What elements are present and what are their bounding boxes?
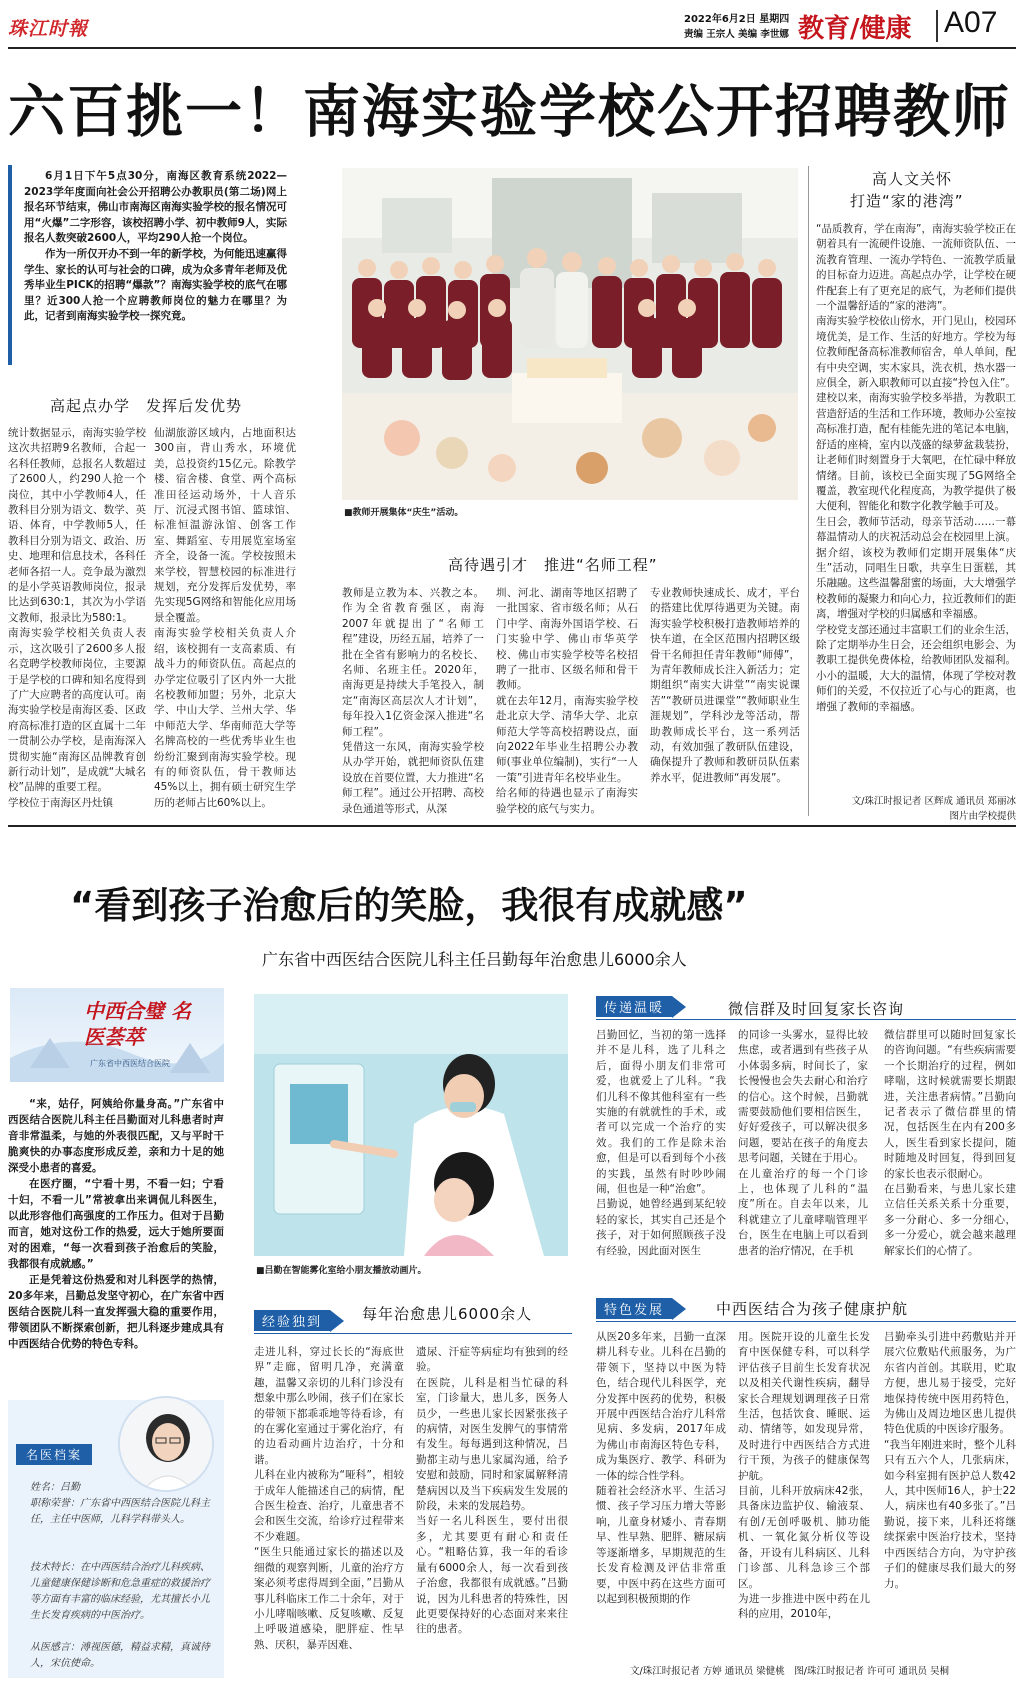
section-a-col3 (884, 1028, 1016, 1268)
story1-right-col (816, 222, 1016, 782)
paragraph: 的同诊一头雾水，显得比较焦虑，或者遇到有些孩子从小体弱多病，时间长了，家长慢慢也会失去耐心和治疗的信心。这个时候，吕勤就需要鼓励他们要相信医生，好好爱孩子，可以解决很多问题，要站在孩子的角度去思考问题，关键在于用心。 在儿童治疗的每一个门诊上，也体现了儿科的“温度”所在。自去年以来，儿科就建立了儿童哮喘管理平台，医生在电脑上可以看到患者的治疗情况，在手机 (738, 1029, 868, 1257)
story1-sub1-col1 (8, 426, 146, 814)
section-b-col2 (416, 1345, 568, 1675)
paragraph: 从医20多年来，吕勤一直深耕儿科专业。儿科在吕勤的带领下，坚持以中医为特色，结合现代儿科医学，充分发挥中医药的优势，积极开展中西医结合治疗儿科常见病、多发病，2017年成为佛山市南海区特色专科，成为集医疗、教学、科研为一体的综合性学科。 随着社会经济水平、生活习惯、孩子学习压力增大等影响，儿童身材矮小、青春期早、性早熟、肥胖、糖尿病等逐渐增多，早期规范的生长发育检测及评估非常重要，中医中药在这些方面可以起到积极预期的作 (596, 1331, 726, 1605)
right-head-2: 打造“家的港湾” (850, 192, 964, 210)
section-tag-warmth: 传递温暖 (596, 996, 672, 1017)
paragraph: 教师是立教为本、兴教之本。作为全省教育强区，南海2007年就提出了“名师工程”建设，历经五届，培养了一批在全省有影响力的名校长、名师、名班主任。2020年，南海更是持续大手笔投入，制定“南海区高层次人才计划”，每年投入1亿资金深入推进“名师工程”。 凭借这一东风，南海实验学校从办学开始，就把师资队伍建设放在首要位置，大力推进“名师工程”。通过公开招聘、高校录色通道等形式，从深 (342, 587, 484, 814)
story2-credit: 文/珠江时报记者 方婷 通讯员 梁健桃 图/珠江时报记者 许可可 通讯员 吴桐 (630, 1666, 950, 1677)
paragraph: 仙湖旅游区域内，占地面积达300亩，背山秀水，环境优美，总投资约15亿元。除教学楼、宿舍楼、食堂、两个高标准田径运动场外，十人音乐厅、沉浸式图书馆、篮球馆、标准恒温游泳馆、创客工作室、舞蹈室、专用展览室场室齐全，设备一流。学校按照未来学校，智慧校园的标准进行规划，充分发挥后发优势，率先实现5G网络和智能化应用场景全覆盖。 南海实验学校相关负责人介绍，该校拥有一支高素质、有战斗力的师资队伍。高起点的办学定位吸引了区内外一大批名校教师加盟；另外，北京大学、中山大学、兰州大学、华中师范大学、华南师范大学等名牌高校的一些优秀毕业生也纷纷汇聚到南海实验学校。现有的师资队伍，骨干教师达45%以上，拥有硕士研究生学历的老师占比60%以上。 (154, 427, 296, 809)
section-tag-experience: 经验独到 (254, 1310, 330, 1331)
doctor-photo-caption: ■吕勤在智能雾化室给小朋友播放动画片。 (256, 1266, 427, 1276)
logo-small-text: 广东省中西医结合医院 (90, 1059, 170, 1068)
doctor-photo-image (254, 994, 568, 1256)
masthead (0, 0, 1024, 48)
right-column-divider (808, 166, 809, 816)
profile-motto: 从医感言：溥视医德，精益求精，真诚待人，宋伉使命。 (30, 1642, 210, 1669)
story1-sub2-col2 (496, 586, 638, 814)
section-tag-rule (254, 1333, 572, 1334)
paragraph: 走进儿科，穿过长长的“海底世界”走廊，留明几净，充满童趣，温馨又亲切的儿科门诊没有想象中那么吵闹，孩子们在家长的带领下都乖乖地等待看诊，有的在雾化室通过于雾化治疗，有的边看动画片边治疗，十分和谐。 儿科在业内被称为“哑科”，相较于成年人能描述自己的病情，配合医生检查、治疗，儿童患者不会和医生交流，给诊疗过程带来不少难题。 “医生只能通过家长的描述以及细微的观察判断，儿童的治疗方案必须考虑得周到全面，”吕勤从事儿科临床工作二十余年，对于小儿哮喘咳嗽、反复咳嗽、反复上呼吸道感染，肥胖症、性早熟、厌积，暴弄因难、 (254, 1346, 404, 1651)
subhead-high-pay: 高待遇引才 推进“名师工程” (448, 556, 658, 574)
paragraph: 遗尿、汗症等病症均有独到的经验。 在医院，儿科是相当忙碌的科室，门诊量大，患儿多，医务人员少，一些患儿家长因紧张孩子的病情，对医生发脾气的事情常有发生。每每遇到这种情况，吕勤都主动与患儿家属沟通，给予安慰和鼓励，同时和家属解释清楚病因以及当下疾病发生发展的阶段，未来的发展趋势。 当好一名儿科医生，要付出很多，尤其要更有耐心和责任心。“粗略估算，我一年的看诊量有6000余人，每一次看到孩子治愈，我都很有成就感。”吕勤说，因为儿科患者的特殊性，因此更要保持好的心态面对来来往往的患者。 (416, 1346, 568, 1636)
profile-skill: 技术特长：在中西医结合治疗儿科疾病、儿童健康保健诊断和危急重症的救援治疗等方面有丰富的临床经验，尤其擅长小儿生长发育疾病的中医治疗。 (30, 1562, 210, 1621)
section-c-col3 (884, 1330, 1016, 1655)
story1-sub2-col1 (342, 586, 484, 814)
column-logo (10, 988, 224, 1082)
doctor-photo (254, 994, 568, 1256)
lead-paragraph: 6月1日下午5点30分，南海区教育系统2022—2023学年度面向社会公开招聘公办教职员(第二场)网上报名环节结束，佛山市南海区南海实验学校的报名情况可用“火爆”二字形容，该校招聘小学、初中教师9人，实际报名人数突破2600人，平均290人抢一个岗位。 (24, 170, 287, 245)
intro-paragraph: “来，姑仔，阿姨给你量身高。”广东省中西医结合医院儿科主任吕勤面对儿科患者时声音非常温柔，与她的外表很匹配，又与平时干脆爽快的办事态度形成反差，亲和力十足的她深受小患者的喜爱。 (8, 1098, 224, 1174)
section-c-col2 (738, 1330, 870, 1655)
section-tag-development: 特色发展 (596, 1298, 672, 1319)
celebration-photo (342, 168, 798, 500)
profile-badge: 名医档案 (16, 1444, 92, 1465)
story2-headline: “看到孩子治愈后的笑脸，我很有成就感” (70, 884, 748, 927)
section-a-col1 (596, 1028, 726, 1268)
logo-text: 中西合璧 名医荟萃 (84, 999, 191, 1049)
portrait-image (120, 1398, 214, 1492)
section-b-col1 (254, 1345, 404, 1675)
editors-line: 责编 王宗人 美编 李世娜 (684, 29, 789, 40)
lead-paragraph: 作为一所仅开办不到一年的新学校，为何能迅速赢得学生、家长的认可与社会的口碑，成为众多青年老师及优秀毕业生PICK的招聘“爆款”？南海实验学校的底气在哪里？近300人抢一个应聘教师岗位的魅力在哪里？为此，记者到南海实验学校一探究竟。 (24, 247, 287, 323)
section-tag-rule (596, 1321, 1016, 1322)
paragraph: 专业教师快速成长、成才，平台的搭建比优厚待遇更为关键。南海实验学校积极打造教师培养的快车道，在全区范围内招聘区级骨干名师担任青年教师“师傅”，为青年教师成长注入新活力；定期组织“南实大讲堂”“南实说课苦”“教研员进课堂”“教师职业生涯规划”，学科沙龙等活动，帮助教师成长平台，这一系列活动，有效加强了教研队伍建设，确保提升了教师和教研员队伍素养水平，促进教师“再发展”。 (650, 587, 800, 784)
story2-subheadline: 广东省中西医结合医院儿科主任吕勤每年治愈患儿6000余人 (262, 950, 687, 969)
story2-intro (8, 1096, 224, 1391)
story1-lead (8, 165, 293, 365)
section-divider (936, 10, 938, 42)
story1-credit-photo: 图片由学校提供 (949, 811, 1016, 822)
paragraph: 微信群里可以随时回复家长的咨询问题。“有些疾病需要一个长期治疗的过程，例如哮喘，这时候就需要长期跟进，关注患者病情。”吕勤向记者表示了微信群里的情况，包括医生在内有200多人，医生看到家长提问，随时随地及时回复，得到回复的家长也表示很耐心。 在吕勤看来，与患儿家长建立信任关系关系十分重要，多一分耐心、多一分细心，多一分爱心，就会越来越理解家长们的心情了。 (884, 1029, 1016, 1257)
section-title: 教育/健康 (798, 14, 912, 44)
celebration-photo-image (342, 168, 798, 500)
date-line: 2022年6月2日 星期四 (684, 14, 790, 25)
story1-credit-writer: 文/珠江时报记者 区辉成 通讯员 郑丽冰 (851, 796, 1016, 807)
subhead-high-start: 高起点办学 发挥后发优势 (50, 397, 243, 415)
paragraph: 用。医院开设的儿童生长发育中医保健专科，可以科学评估孩子目前生长发育状况以及相关代谢性疾病，翻导家长合理规划调理孩子日常生活，包括饮食、睡眠、运动、情绪等，如发现异常，及时进行中西医结合方式进行干预，为孩子的健康保驾护航。 目前，儿科开放病床42张，具备床边监护仪、输液泵、有创/无创呼吸机、肺功能机、一氧化氮分析仪等设备，开设有儿科病区、儿科门诊部、儿科急诊三个部区。 为进一步推进中医中药在儿科的应用，2010年， (738, 1331, 870, 1621)
story-divider (8, 825, 1016, 827)
paper-name: 珠江时報 (8, 18, 89, 40)
story1-sub2-col3 (650, 586, 800, 814)
right-head-1: 高人文关怀 (872, 170, 953, 188)
doctor-portrait (118, 1396, 214, 1492)
paragraph: 统计数据显示，南海实验学校这次共招聘9名教师，合起一名科任教师，总报名人数超过了2600人，约290人抢一个岗位，其中小学教师4人，任教科目分别为语文、数学、英语、体育，中学教师5人，任教科目分别为语文、政治、历史、地理和信息技术，各科任老师各招一人。竞争最为激烈的是小学英语教师岗位，报录比达到630:1，其次为小学语文教师，报录比为580:1。 南海实验学校相关负责人表示，这次吸引了2600多人报名竞聘学校教师岗位，主要源于是学校的口碑和知名度得到了广大应聘者的高度认可。南海实验学校是南海区委、区政府高标准打造的区直属十二年一贯制公办学校，是南海深入贯彻实施“南海区品牌教育创新行动计划”，是成就“大城名校”品牌的重要工程。 学校位于南海区丹灶镇 (8, 427, 146, 809)
section-c-col1 (596, 1330, 726, 1655)
subhead-integrated-medicine: 中西医结合为孩子健康护航 (716, 1300, 909, 1318)
paragraph: “品质教育，学在南海”，南海实验学校正在朝着具有一流硬件设施、一流师资队伍、一流教育管理、一流办学特色、一流教学质量的目标奋力迈进。高起点办学，让学校在硬件配套上有了更充足的底气，为老师们提供一个温馨舒适的“家的港湾”。 南海实验学校依山傍水，开门见山，校园环境优美，是工作、生活的好地方。学校为每位教师配备高标准教师宿舍，单人单间，配有中央空调，实木家具，洗衣机，热水器一应俱全，新入职教师可以直接“拎包入住”。 建校以来，南海实验学校多举措，为教职工营造舒适的生活和工作环境，教师办公室按高标准打造，配有桂能先进的笔记本电脑，舒适的座椅，室内以茂盛的绿萝盆栽装扮，让老师们时刻置身于大氧吧，在忙碌中释放情绪。目前，该校已全面实现了5G网络全覆盖，教室现代化程度高，为教学提供了极大便利，智能化和数字化教学触手可及。 生日会，教师节活动，母亲节活动……一幕幕温情动人的庆祝活动总会在校园里上演。据介绍，该校为教师们定期开展集体“庆生”活动，同唱生日歌，共享生日蛋糕，其乐融融。这些温馨甜蜜的场面，大大增强学校教师的凝聚力和向心力，拉近教师们的距离，增强对学校的归属感和幸福感。 学校党支部还通过丰富职工们的业余生活，除了定期举办生日会，还会组织电影会、为教职工提供免费体检，给教师团队发福利。小小的温暖，大大的温情，体现了学校对教师们的关爱，不仅拉近了心与心的距离，也增强了教师的幸福感。 (816, 223, 1016, 713)
section-tag-rule (596, 1019, 1016, 1020)
profile-title: 职称荣誉：广东省中西医结合医院儿科主任，主任中医师，儿科学科带头人。 (30, 1498, 210, 1525)
profile-name: 姓名：吕勤 (30, 1482, 80, 1493)
page-number: A07 (944, 6, 998, 39)
doctor-profile-card (8, 1400, 224, 1678)
photo-caption: ■教师开展集体“庆生”活动。 (344, 508, 464, 518)
masthead-rule (8, 47, 1016, 49)
section-a-col2 (738, 1028, 868, 1268)
story1-headline: 六百挑一！南海实验学校公开招聘教师 (8, 79, 1011, 145)
subhead-6000-patients: 每年治愈患儿6000余人 (362, 1305, 533, 1323)
intro-paragraph: 正是凭着这份热爱和对儿科医学的热情，20多年来，吕勤总发坚守初心，在广东省中西医结合医院儿科一直发挥强大稳的重要作用，带领团队不断探索创新，把儿科逐步建成具有中西医结合优势的特色专科。 (8, 1274, 224, 1350)
paragraph: 圳、河北、湖南等地区招聘了一批国家、省市级名师；从石门中学、南海外国语学校、石门实验中学、佛山市华英学校、佛山市实验学校等名校招聘了一批市、区级名师和骨干教师。 就在去年12月，南海实验学校赴北京大学、清华大学、北京师范大学等高校招聘设点，面向2022年毕业生招聘公办教师(事业单位编制)，实行“一人一策”引进青年名校毕业生。 给名师的待遇也显示了南海实验学校的底气与实力。 (496, 587, 638, 814)
paragraph: 吕勤回忆，当初的第一选择并不是儿科，选了儿科之后，面得小朋友们非常可爱，也就爱上了儿科。“我们儿科不像其他科室有一些实施的有就就性的手术，或者可以完成一个治疗的实效。我们的工作是除未治愈，但是可以看到每个小孩的实践，虽然有时吵吵闹闹，但也是一种“治愈”。 吕勤说，她曾经遇到某纪较轻的家长，其实自己还是个孩子，对于如何照顾孩子没有经验，因此面对医生 (596, 1029, 726, 1257)
story1-sub1-col2 (154, 426, 296, 814)
intro-paragraph: 在医疗圈，“宁看十男，不看一妇；宁看十妇，不看一儿”常被拿出来调侃儿科医生，以此形容他们高强度的工作压力。但对于吕勤而言，她对这份工作的热爱，远大于她所要面对的困难，“每一次看到孩子治愈后的笑脸，我都很有成就感。” (8, 1178, 224, 1270)
subhead-wechat: 微信群及时回复家长咨询 (728, 1000, 905, 1018)
paragraph: 吕勤牵头引进中药敷贴并开展穴位敷贴代煎服务，为广东省内首创。其联用，贮取方便，患儿易于接受，完好地保持传统中医用药特色，为佛山及周边地区患儿提供特色优质的中医诊疗服务。 “我当年刚进来时，整个儿科只有五六个人，几张病床，如今科室拥有医护总人数42人，其中医师16人，护士22人，病床也有40多张了。”吕勤说，接下来，儿科还将继续探索中医治疗技术，坚持中西医结合方向，为守护孩子们的健康尽我们最大的努力。 (884, 1331, 1016, 1590)
